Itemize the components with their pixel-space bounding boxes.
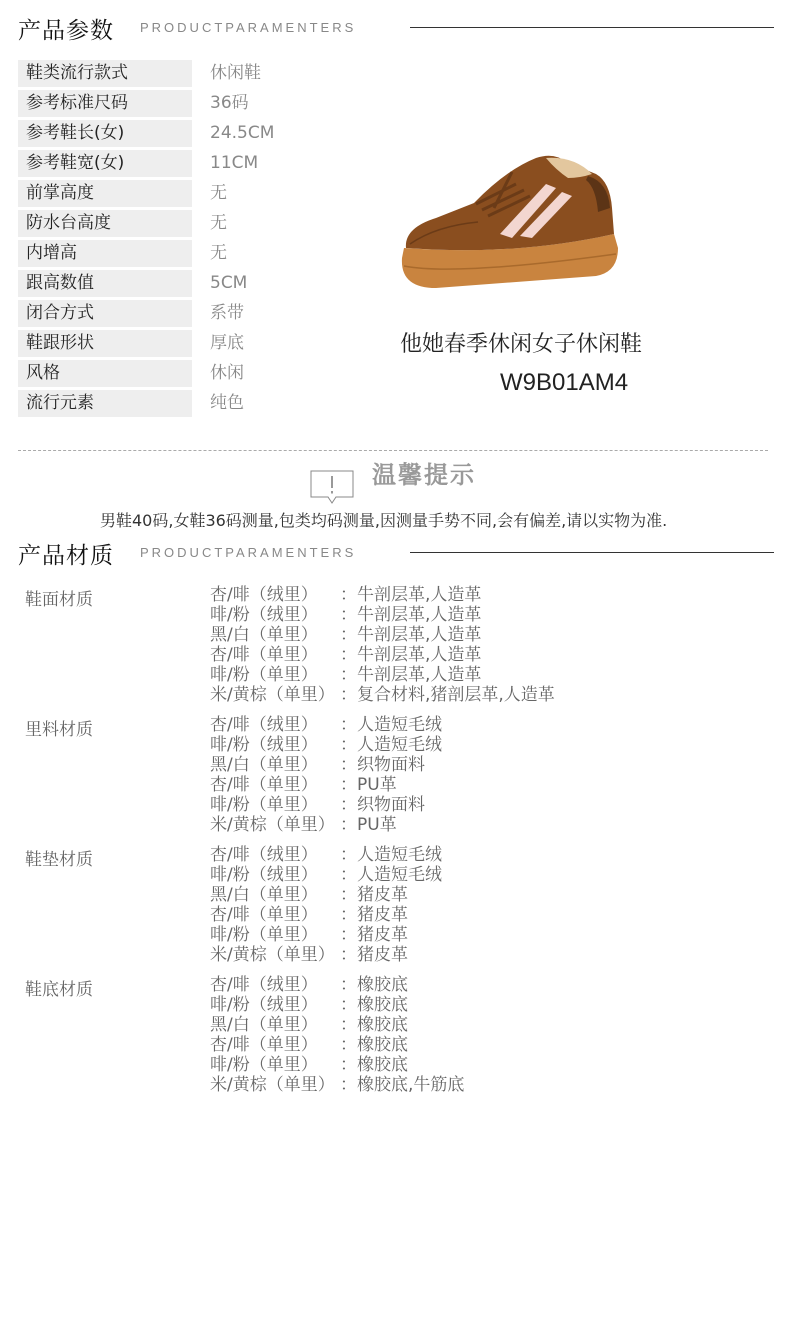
param-value: 无 (210, 183, 227, 203)
material-value: ：猪皮革 (340, 945, 408, 965)
material-row (0, 735, 790, 755)
material-value: ：人造短毛绒 (340, 715, 442, 735)
material-row (0, 1035, 790, 1055)
material-variant: 杏/啡（单里） (210, 1035, 318, 1055)
material-row (0, 715, 790, 735)
param-row (18, 90, 378, 120)
material-value: ：橡胶底 (340, 995, 408, 1015)
material-category: 里料材质 (25, 720, 93, 740)
material-row (0, 775, 790, 795)
params-section-header (18, 12, 774, 48)
material-row (0, 975, 790, 995)
material-row (0, 1055, 790, 1075)
param-row (18, 330, 378, 360)
material-value: ：PU革 (340, 775, 397, 795)
material-variant: 啡/粉（单里） (210, 665, 318, 685)
tip-title: 温馨提示 (372, 461, 476, 489)
param-value: 系带 (210, 303, 244, 323)
material-category: 鞋垫材质 (25, 850, 93, 870)
product-name: 他她春季休闲女子休闲鞋 (400, 332, 643, 357)
material-variant: 米/黄棕（单里） (210, 815, 335, 835)
material-value: ：牛剖层革,人造革 (340, 585, 482, 605)
material-row (0, 995, 790, 1015)
params-section-subtitle: PRODUCTPARAMENTERS (140, 20, 357, 35)
material-variant: 黑/白（单里） (210, 625, 318, 645)
shoe-image (396, 148, 626, 298)
material-row (0, 1075, 790, 1095)
param-label: 闭合方式 (18, 300, 192, 327)
material-row (0, 645, 790, 665)
material-row (0, 625, 790, 645)
material-value: ：复合材料,猪剖层革,人造革 (340, 685, 555, 705)
param-row (18, 240, 378, 270)
materials-section-title: 产品材质 (18, 543, 114, 569)
param-row (18, 210, 378, 240)
params-section-divider (410, 27, 774, 28)
material-value: ：人造短毛绒 (340, 735, 442, 755)
material-value: ：PU革 (340, 815, 397, 835)
param-row (18, 390, 378, 420)
material-variant: 米/黄棕（单里） (210, 1075, 335, 1095)
materials-section-subtitle: PRODUCTPARAMENTERS (140, 545, 357, 560)
param-value: 11CM (210, 153, 259, 173)
param-label: 鞋类流行款式 (18, 60, 192, 87)
material-value: ：织物面料 (340, 755, 425, 775)
material-value: ：人造短毛绒 (340, 865, 442, 885)
param-label: 跟高数值 (18, 270, 192, 297)
material-variant: 黑/白（单里） (210, 1015, 318, 1035)
param-value: 无 (210, 243, 227, 263)
material-value: ：橡胶底 (340, 1055, 408, 1075)
param-label: 内增高 (18, 240, 192, 267)
material-row (0, 905, 790, 925)
material-value: ：橡胶底 (340, 1015, 408, 1035)
param-row (18, 270, 378, 300)
material-value: ：橡胶底,牛筋底 (340, 1075, 465, 1095)
material-variant: 啡/粉（绒里） (210, 995, 318, 1015)
param-row (18, 120, 378, 150)
param-value: 24.5CM (210, 123, 275, 143)
material-row (0, 585, 790, 605)
material-variant: 啡/粉（绒里） (210, 865, 318, 885)
param-row (18, 180, 378, 210)
material-value: ：织物面料 (340, 795, 425, 815)
material-value: ：牛剖层革,人造革 (340, 665, 482, 685)
material-variant: 杏/啡（单里） (210, 905, 318, 925)
param-value: 纯色 (210, 393, 244, 413)
material-value: ：橡胶底 (340, 1035, 408, 1055)
material-group (0, 845, 790, 975)
material-row (0, 755, 790, 775)
material-group (0, 585, 790, 715)
material-row (0, 925, 790, 945)
material-category: 鞋面材质 (25, 590, 93, 610)
material-variant: 啡/粉（绒里） (210, 605, 318, 625)
materials-section-divider (410, 552, 774, 553)
param-row (18, 360, 378, 390)
param-value: 5CM (210, 273, 248, 293)
params-section-title: 产品参数 (18, 18, 114, 44)
material-variant: 米/黄棕（单里） (210, 685, 335, 705)
materials-list (0, 585, 790, 1105)
param-value: 休闲 (210, 363, 244, 383)
param-label: 鞋跟形状 (18, 330, 192, 357)
tip-text: 男鞋40码,女鞋36码测量,包类均码测量,因测量手势不同,会有偏差,请以实物为准. (100, 511, 668, 530)
material-value: ：牛剖层革,人造革 (340, 645, 482, 665)
material-variant: 米/黄棕（单里） (210, 945, 335, 965)
param-label: 参考标准尺码 (18, 90, 192, 117)
material-variant: 杏/啡（绒里） (210, 845, 318, 865)
param-label: 参考鞋宽(女) (18, 150, 192, 177)
material-row (0, 1015, 790, 1035)
material-row (0, 685, 790, 705)
param-row (18, 300, 378, 330)
material-variant: 啡/粉（单里） (210, 1055, 318, 1075)
param-label: 流行元素 (18, 390, 192, 417)
param-row (18, 60, 378, 90)
material-row (0, 865, 790, 885)
material-row (0, 605, 790, 625)
product-code: W9B01AM4 (500, 369, 629, 396)
material-row (0, 665, 790, 685)
material-value: ：猪皮革 (340, 925, 408, 945)
param-value: 无 (210, 213, 227, 233)
material-value: ：猪皮革 (340, 905, 408, 925)
material-variant: 黑/白（单里） (210, 755, 318, 775)
material-variant: 黑/白（单里） (210, 885, 318, 905)
params-table (18, 60, 378, 420)
dashed-divider (18, 450, 768, 451)
material-variant: 啡/粉（单里） (210, 795, 318, 815)
material-variant: 杏/啡（单里） (210, 645, 318, 665)
material-row (0, 845, 790, 865)
param-label: 风格 (18, 360, 192, 387)
material-variant: 杏/啡（绒里） (210, 585, 318, 605)
material-row (0, 945, 790, 965)
param-label: 前掌高度 (18, 180, 192, 207)
material-variant: 啡/粉（绒里） (210, 735, 318, 755)
material-variant: 杏/啡（绒里） (210, 975, 318, 995)
param-label: 防水台高度 (18, 210, 192, 237)
materials-section-header (18, 537, 774, 573)
param-value: 厚底 (210, 333, 244, 353)
material-value: ：橡胶底 (340, 975, 408, 995)
material-variant: 杏/啡（绒里） (210, 715, 318, 735)
material-value: ：牛剖层革,人造革 (340, 625, 482, 645)
material-value: ：猪皮革 (340, 885, 408, 905)
material-variant: 啡/粉（单里） (210, 925, 318, 945)
material-value: ：人造短毛绒 (340, 845, 442, 865)
material-category: 鞋底材质 (25, 980, 93, 1000)
material-variant: 杏/啡（单里） (210, 775, 318, 795)
material-value: ：牛剖层革,人造革 (340, 605, 482, 625)
material-group (0, 975, 790, 1105)
notice-icon (310, 470, 354, 504)
material-row (0, 815, 790, 835)
material-group (0, 715, 790, 845)
param-value: 36码 (210, 93, 249, 113)
material-row (0, 795, 790, 815)
param-label: 参考鞋长(女) (18, 120, 192, 147)
param-row (18, 150, 378, 180)
param-value: 休闲鞋 (210, 63, 261, 83)
material-row (0, 885, 790, 905)
